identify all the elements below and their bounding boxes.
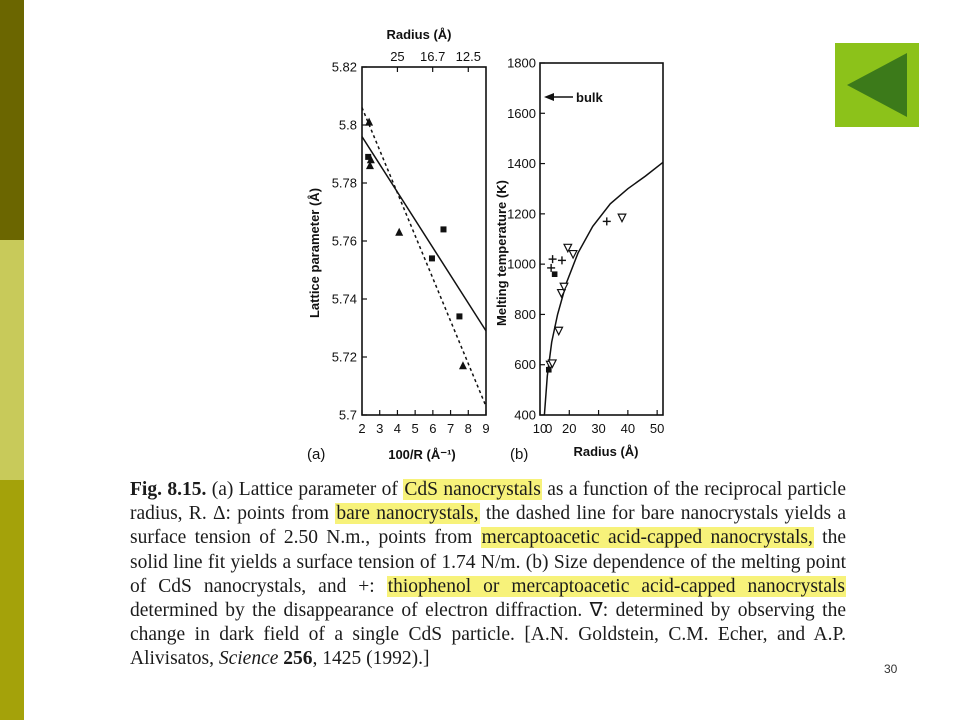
chart-a-panel-label: (a): [307, 446, 326, 463]
chart-a-xtick-label: 4: [393, 421, 402, 436]
caption-text-1: (a) Lattice parameter of: [211, 479, 404, 500]
chart-a-ytick-label: 5.82: [331, 59, 357, 75]
chart-a-xtick-label: 7: [446, 421, 455, 436]
sidebar-segment-middle: [0, 240, 24, 480]
chart-b-ytick-label: 1800: [507, 55, 536, 71]
chart-a-square-point: [429, 255, 435, 261]
chart-a-ytick-label: 5.7: [338, 407, 357, 423]
chart-a-xtick-label: 8: [464, 421, 472, 436]
chart-b-xlabel: Radius (Å): [573, 444, 639, 459]
sidebar-segment-bottom: [0, 480, 24, 720]
chart-a-fit-lines: [362, 108, 486, 407]
chart-a-solid-fit: [362, 137, 486, 331]
chart-b-ytick-label: 800: [514, 306, 536, 322]
caption-volume: 256: [283, 648, 313, 670]
chart-a-xtick-label: 2: [358, 421, 366, 436]
chart-a-xtick-label: 5: [411, 421, 419, 436]
chart-b-xtick-label: 30: [591, 421, 606, 436]
chart-a-triangle-point: [459, 361, 467, 369]
chart-a: [307, 27, 490, 463]
chart-a-ytick-label: 5.74: [331, 291, 357, 307]
chart-a-ytick-label: 5.72: [331, 349, 357, 365]
chart-a-xtick-label: 3: [376, 421, 384, 436]
chart-b-plus-point: [558, 256, 566, 264]
sidebar-segment-top: [0, 0, 24, 240]
chart-a-ytick-label: 5.8: [338, 117, 357, 133]
chart-b-ytick-label: 1600: [507, 105, 536, 121]
chart-b-bulk-annotation: [544, 90, 603, 105]
chart-b-frame: [540, 63, 663, 415]
slide-number: 30: [884, 662, 898, 676]
chart-b-xtick-label: 20: [562, 421, 577, 436]
chart-a-top-tick-label: 16.7: [420, 49, 446, 64]
chart-b-axes: [507, 56, 664, 437]
chart-b-ytick-label: 1000: [507, 256, 536, 272]
chart-b-fit-curve: [544, 162, 663, 415]
chart-a-xtick-label: 6: [429, 421, 437, 436]
chart-a-ylabel: Lattice parameter (Å): [307, 187, 322, 319]
chart-a-points: [365, 118, 467, 370]
chart-a-xtick-label: 9: [482, 421, 490, 436]
chart-a-square-point: [440, 226, 446, 232]
chart-a-top-axis-label: Radius (Å): [386, 27, 452, 42]
chart-a-dashed-fit: [362, 108, 486, 407]
figure-caption: [130, 478, 846, 672]
chart-b-plus-point: [547, 264, 555, 272]
chart-a-square-point: [365, 154, 371, 160]
caption-text-5: determined by the disappearance of electron diffraction. ∇: determined by observing the change in dark field of a single CdS particle. [A.N. Goldstein, C.M. Echer, and A.P. Alivisatos,: [130, 600, 846, 670]
chart-b-square-point: [552, 271, 558, 277]
chart-a-top-ticks: [390, 49, 481, 72]
bulk-arrow-head: [544, 93, 554, 101]
caption-text-6: , 1425 (1992).]: [312, 648, 430, 670]
chart-a-ytick-label: 5.78: [331, 175, 357, 191]
caption-text-2: as a function of the reciprocal particle radius, R. Δ: points from: [130, 479, 846, 525]
chart-b-ytick-label: 400: [514, 407, 536, 423]
chart-b-ytick-label: 1200: [507, 206, 536, 222]
chart-b-down-triangle-point: [555, 327, 563, 335]
chart-b-ytick-label: 1400: [507, 156, 536, 172]
caption-highlight-2: bare nanocrystals,: [336, 503, 479, 525]
bulk-label: bulk: [576, 90, 603, 105]
chart-b-ytick-label: 600: [514, 357, 536, 373]
chart-a-triangle-point: [365, 118, 373, 126]
chart-a-square-point: [456, 313, 462, 319]
chart-b-down-triangle-point: [618, 214, 626, 222]
chart-b-xtick-label: 10: [532, 421, 548, 436]
chart-a-top-tick-label: 25: [390, 49, 405, 64]
figure: [290, 15, 710, 475]
caption-highlight-1: CdS nanocrystals: [404, 479, 541, 500]
chart-a-triangle-point: [395, 228, 403, 236]
caption-text-3: the dashed line for bare nanocrystals yields a surface tension of 2.50 N.m., points from: [130, 503, 846, 549]
chart-b-xtick-label: 50: [649, 421, 665, 436]
chart-b-square-point: [546, 367, 552, 373]
chart-b: [494, 56, 664, 464]
chart-b-curve: [544, 162, 663, 415]
chart-b-extra-tick-label: 0: [545, 421, 553, 436]
chart-b-xtick-label: 40: [620, 421, 636, 436]
chart-a-xlabel: 100/R (Å⁻¹): [388, 447, 456, 462]
chart-a-ytick-label: 5.76: [331, 233, 357, 249]
chart-a-top-tick-label: 12.5: [455, 49, 481, 64]
back-nav-button[interactable]: [835, 43, 919, 127]
caption-highlight-3: mercaptoacetic acid-capped nanocrystals,: [481, 527, 813, 549]
chart-b-plus-point: [549, 255, 557, 263]
caption-text-4: the solid line fit yields a surface tension of 1.74 N/m. (b) Size dependence of the melting point of CdS nanocrystals, and +:: [130, 527, 846, 597]
caption-fig-label: Fig. 8.15.: [130, 479, 207, 500]
chart-b-plus-point: [603, 217, 611, 225]
caption-highlight-4: thiophenol or mercaptoacetic acid-capped nanocrystals: [387, 575, 845, 597]
caption-journal: Science: [218, 648, 279, 670]
chart-b-ylabel: Melting temperature (K): [494, 180, 509, 326]
chart-a-axes: [332, 60, 490, 437]
chart-b-panel-label: (b): [510, 446, 529, 463]
sidebar-decoration: [0, 0, 24, 720]
